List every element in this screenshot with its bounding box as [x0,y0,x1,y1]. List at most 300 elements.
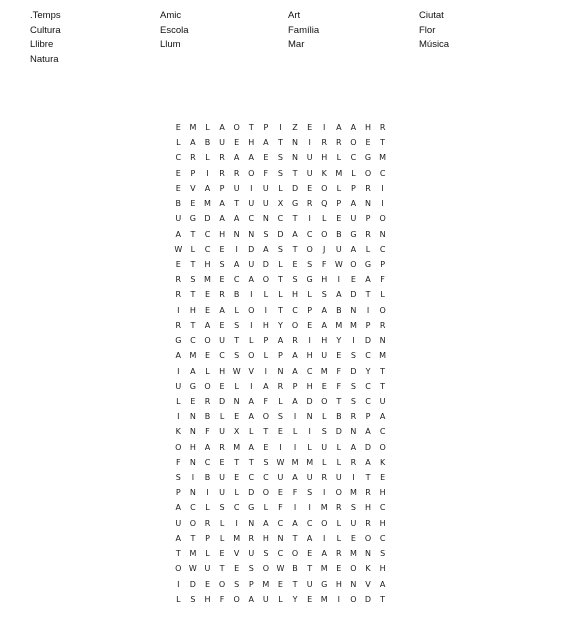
word-list-item: Ciutat [419,10,444,21]
grid-letter: I [308,503,311,513]
grid-letter: R [336,138,342,148]
grid-letter: A [248,442,254,452]
grid-letter: D [335,427,342,437]
grid-letter: L [278,396,283,406]
grid-letter: T [278,305,283,315]
grid-letter: H [379,564,386,574]
grid-letter: D [277,229,284,239]
grid-letter: G [291,199,299,209]
grid-letter: U [350,214,357,224]
grid-letter: L [336,533,342,543]
grid-letter: H [306,351,313,361]
grid-letter: H [321,153,328,163]
grid-letter: I [293,442,297,452]
grid-letter: W [188,564,197,574]
grid-letter: T [248,457,254,467]
grid-letter: E [350,275,356,285]
grid-letter: L [307,290,312,300]
grid-letter: M [204,199,211,209]
grid-letter: C [379,168,386,178]
grid-letter: G [364,153,372,163]
grid-letter: O [350,564,357,574]
grid-letter: L [336,153,342,163]
grid-letter: O [248,351,255,361]
grid-letter: S [175,473,181,483]
grid-letter: T [307,564,313,574]
grid-letter: H [321,336,328,346]
grid-letter: E [204,351,211,361]
grid-letter: G [350,229,357,239]
grid-letter: S [234,351,240,361]
grid-letter: J [323,244,326,254]
word-list-item: Mar [288,39,305,50]
grid-letter: S [292,275,298,285]
grid-letter: I [293,412,297,422]
grid-letter: K [175,427,181,437]
grid-letter: P [307,305,313,315]
grid-letter: W [276,457,285,467]
word-list-item: Llibre [30,39,54,50]
grid-letter: E [336,214,342,224]
grid-letter: T [380,381,386,391]
grid-letter: G [248,503,255,513]
grid-letter: V [365,579,371,589]
grid-letter: N [306,412,313,422]
grid-letter: T [292,214,298,224]
grid-letter: P [336,199,342,209]
grid-letter: U [204,564,211,574]
grid-letter: N [233,396,240,406]
grid-letter: F [263,396,269,406]
grid-letter: A [175,503,182,513]
grid-letter: T [190,259,196,269]
grid-letter: O [291,320,299,330]
grid-letter: A [292,229,298,239]
grid-letter: S [219,503,225,513]
grid-letter: A [336,290,342,300]
grid-letter: S [263,549,269,559]
grid-letter: U [321,442,328,452]
grid-letter: C [379,244,386,254]
grid-letter: C [204,244,211,254]
grid-letter: D [204,214,211,224]
word-list-item: Flor [419,24,436,36]
grid-letter: M [335,320,343,330]
grid-letter: A [233,259,240,269]
grid-letter: C [277,214,284,224]
grid-letter: C [277,518,284,528]
grid-letter: I [293,503,297,513]
grid-letter: W [232,366,241,376]
grid-letter: L [380,290,385,300]
grid-letter: E [204,290,211,300]
grid-letter: O [364,533,372,543]
grid-letter: C [277,549,284,559]
grid-letter: L [234,488,239,498]
grid-letter: H [292,290,299,300]
letter-grid [171,120,390,607]
grid-letter: U [306,473,313,483]
grid-letter: L [219,412,225,422]
grid-letter: N [277,533,284,543]
grid-letter: G [189,381,196,391]
grid-letter: E [307,183,313,193]
grid-letter: R [219,290,225,300]
grid-letter: T [292,244,298,254]
grid-letter: I [264,366,268,376]
grid-letter: I [235,244,238,254]
word-list-item: Música [419,39,450,50]
grid-letter: E [234,412,240,422]
grid-letter: F [263,168,269,178]
grid-letter: B [204,473,211,483]
grid-letter: I [250,183,253,193]
grid-letter: G [306,275,313,285]
grid-letter: E [350,533,356,543]
grid-letter: A [263,518,269,528]
grid-letter: R [248,533,255,543]
grid-letter: P [278,351,283,361]
grid-letter: X [277,199,284,209]
grid-letter: C [248,214,255,224]
grid-letter: N [365,199,371,209]
grid-letter: S [234,579,240,589]
grid-letter: F [205,427,210,437]
grid-letter: S [219,259,225,269]
grid-letter: O [189,518,197,528]
grid-letter: A [321,305,327,315]
grid-letter: C [204,229,211,239]
grid-letter: R [204,518,211,528]
grid-letter: R [350,412,357,422]
grid-letter: O [262,275,269,285]
grid-letter: E [292,259,298,269]
grid-letter: A [175,351,182,361]
grid-letter: A [204,183,211,193]
grid-letter: N [350,579,357,589]
grid-letter: N [379,229,386,239]
grid-letter: L [176,594,181,604]
grid-letter: A [233,214,240,224]
grid-letter: A [365,457,371,467]
grid-letter: T [380,366,386,376]
word-list-item: Llum [160,39,181,50]
grid-letter: C [233,503,240,513]
grid-letter: I [191,473,195,483]
grid-letter: A [248,153,254,163]
grid-letter: L [278,259,283,269]
grid-letter: G [364,259,372,269]
grid-letter: E [219,457,225,467]
grid-letter: C [190,336,196,346]
grid-letter: T [365,473,371,483]
grid-letter: M [349,549,357,559]
grid-letter: C [190,503,196,513]
grid-letter: E [219,320,225,330]
grid-letter: P [365,320,371,330]
grid-letter: G [175,336,182,346]
grid-letter: U [262,183,269,193]
grid-letter: K [365,564,371,574]
grid-letter: S [190,594,196,604]
grid-letter: C [365,381,371,391]
grid-letter: E [277,488,283,498]
grid-letter: T [365,290,371,300]
grid-letter: O [379,214,386,224]
grid-letter: P [248,579,254,589]
grid-letter: O [379,442,386,452]
grid-letter: B [336,305,342,315]
grid-letter: O [379,305,386,315]
grid-letter: C [306,229,313,239]
grid-letter: O [262,412,269,422]
grid-letter: M [349,488,357,498]
grid-letter: R [233,168,240,178]
grid-letter: C [306,366,313,376]
grid-letter: A [277,336,284,346]
grid-letter: S [321,427,327,437]
grid-letter: Z [292,123,298,132]
grid-letter: E [263,153,269,163]
grid-letter: A [175,229,182,239]
grid-letter: E [175,259,181,269]
grid-letter: R [379,320,386,330]
grid-letter: A [263,244,269,254]
grid-letter: A [292,396,298,406]
grid-letter: T [263,427,269,437]
grid-letter: P [263,123,269,132]
grid-letter: S [307,488,313,498]
grid-letter: M [233,533,241,543]
grid-letter: O [262,488,269,498]
grid-letter: L [322,457,327,467]
grid-letter: E [321,381,327,391]
grid-letter: P [380,259,386,269]
word-list [30,9,550,67]
grid-letter: L [263,351,269,361]
grid-letter: P [292,381,298,391]
grid-letter: H [248,138,255,148]
grid-letter: P [351,183,356,193]
grid-letter: T [234,199,240,209]
grid-letter: E [175,168,181,178]
grid-letter: O [321,183,328,193]
grid-letter: F [175,457,181,467]
grid-letter: U [219,427,225,437]
grid-letter: H [262,533,269,543]
grid-letter: P [263,336,269,346]
grid-letter: V [190,183,196,193]
grid-letter: R [365,518,371,528]
grid-letter: U [306,153,313,163]
grid-letter: W [276,564,285,574]
word-list-item: Amic [160,10,182,21]
grid-letter: D [306,396,313,406]
grid-letter: M [320,564,328,574]
grid-letter: N [365,549,371,559]
grid-letter: I [177,305,180,315]
grid-letter: A [248,412,254,422]
grid-letter: S [277,153,283,163]
grid-letter: G [321,579,328,589]
grid-letter: M [379,351,387,361]
grid-letter: A [350,244,357,254]
grid-letter: H [365,123,372,132]
grid-letter: C [263,473,269,483]
grid-letter: F [292,488,298,498]
grid-letter: H [321,275,328,285]
word-list-item: Art [288,10,301,21]
grid-letter: R [292,336,298,346]
grid-letter: X [233,427,240,437]
grid-letter: O [262,564,269,574]
grid-letter: T [380,594,386,604]
grid-letter: T [248,123,254,132]
word-list-item: Escola [160,24,189,36]
grid-letter: I [177,412,180,422]
grid-letter: A [350,199,357,209]
grid-letter: L [190,244,196,254]
grid-letter: E [307,594,313,604]
grid-letter: T [190,533,196,543]
word-list-item: Natura [30,53,59,65]
grid-letter: O [291,549,299,559]
grid-letter: I [381,199,384,209]
grid-letter: B [204,138,211,148]
grid-letter: I [352,336,355,346]
grid-letter: E [336,564,342,574]
grid-letter: A [350,123,357,132]
grid-letter: U [219,488,225,498]
grid-letter: O [321,229,328,239]
grid-letter: T [190,320,196,330]
grid-letter: P [219,183,225,193]
grid-letter: E [204,579,211,589]
grid-letter: S [350,396,356,406]
grid-letter: E [277,579,283,589]
grid-letter: P [365,214,371,224]
grid-letter: W [174,244,183,254]
grid-letter: U [321,351,328,361]
grid-letter: O [306,244,313,254]
grid-letter: N [248,229,255,239]
grid-letter: N [379,336,386,346]
grid-letter: I [308,214,311,224]
grid-letter: M [379,153,387,163]
grid-letter: S [350,503,356,513]
grid-letter: E [219,381,225,391]
grid-letter: D [248,488,255,498]
grid-letter: A [204,320,211,330]
grid-letter: O [350,594,357,604]
grid-letter: I [337,275,340,285]
grid-letter: C [350,153,357,163]
grid-letter: E [175,183,181,193]
grid-letter: A [321,549,327,559]
grid-letter: N [233,229,240,239]
grid-letter: L [263,503,269,513]
grid-letter: L [322,412,327,422]
grid-letter: R [306,199,313,209]
grid-letter: L [336,457,342,467]
grid-letter: H [379,518,386,528]
grid-letter: R [175,290,182,300]
grid-letter: D [350,290,357,300]
grid-letter: I [308,138,311,148]
grid-letter: H [365,503,372,513]
grid-letter: A [365,275,371,285]
grid-letter: U [379,396,386,406]
grid-letter: D [350,366,357,376]
grid-letter: T [292,533,298,543]
grid-letter: V [248,366,254,376]
grid-letter: I [366,305,370,315]
grid-letter: R [379,123,386,132]
grid-letter: O [204,336,211,346]
grid-letter: M [189,351,197,361]
grid-letter: L [176,396,181,406]
grid-letter: L [205,366,210,376]
grid-letter: R [321,473,328,483]
grid-letter: H [204,594,211,604]
grid-letter: S [248,564,254,574]
grid-letter: S [277,412,283,422]
grid-letter: U [248,259,255,269]
grid-letter: S [277,168,283,178]
grid-letter: Y [365,366,371,376]
grid-letter: I [323,488,326,498]
grid-letter: N [262,214,269,224]
grid-letter: A [190,138,196,148]
grid-letter: O [248,305,255,315]
grid-letter: C [306,518,313,528]
grid-letter: E [307,549,313,559]
grid-letter: O [175,442,182,452]
grid-letter: E [190,199,196,209]
grid-letter: E [307,320,313,330]
grid-letter: U [219,336,225,346]
grid-letter: U [262,594,269,604]
grid-letter: K [379,457,386,467]
grid-letter: A [204,442,211,452]
grid-letter: Y [278,320,283,330]
grid-letter: D [189,579,196,589]
grid-letter: T [190,229,196,239]
grid-letter: M [189,549,197,559]
grid-letter: U [262,199,269,209]
grid-letter: T [292,579,298,589]
grid-letter: N [248,518,255,528]
grid-letter: O [233,123,240,132]
grid-letter: A [292,518,298,528]
grid-letter: E [263,442,269,452]
grid-letter: A [350,442,357,452]
grid-letter: L [336,518,342,528]
grid-letter: C [204,457,211,467]
grid-letter: H [189,442,196,452]
grid-letter: M [189,123,197,132]
grid-letter: A [219,305,225,315]
grid-letter: R [365,229,371,239]
grid-letter: L [219,518,225,528]
grid-letter: L [234,305,239,315]
grid-letter: A [233,153,240,163]
grid-letter: I [250,320,253,330]
grid-letter: C [365,396,371,406]
grid-letter: I [250,381,253,391]
grid-letter: O [233,594,240,604]
grid-letter: I [177,366,180,376]
